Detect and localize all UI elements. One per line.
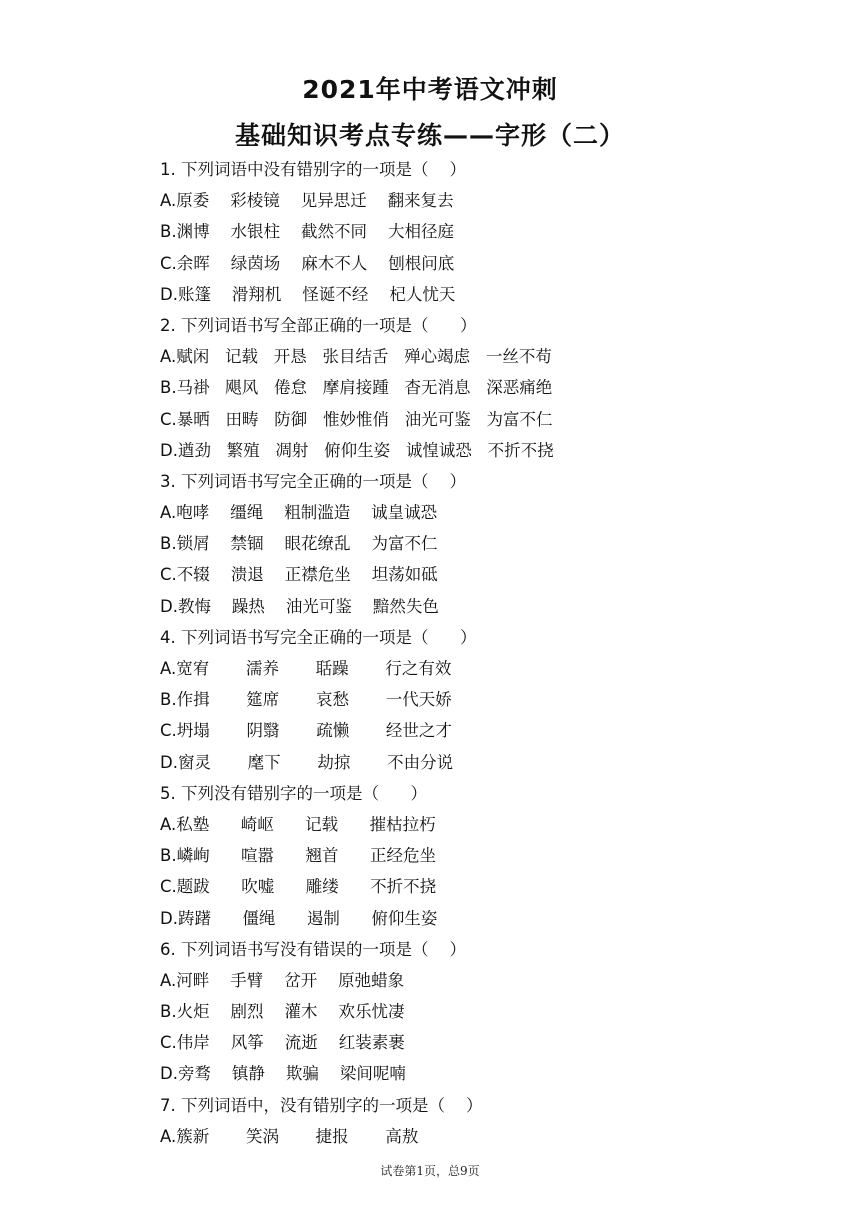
page-title: 2021年中考语文冲刺: [302, 75, 558, 104]
option-c: C.题跋 吹嘘 雕缕 不折不挠: [160, 877, 437, 897]
option-c: C.不辍 溃退 正襟危坐 坦荡如砥: [160, 565, 438, 585]
question-3: [160, 466, 800, 622]
question-stem: 7. 下列词语中，没有错别字的一项是（ ）: [160, 1095, 483, 1115]
option-a: A.私塾 崎岖 记载 摧枯拉朽: [160, 814, 436, 834]
question-5: [160, 778, 800, 934]
option-c: C.暴晒 田畴 防御 惟妙惟俏 油光可鉴 为富不仁: [160, 409, 553, 429]
question-list: [160, 154, 800, 1152]
option-d: D.踌躇 僵绳 遏制 俯仰生姿: [160, 908, 438, 928]
question-4: [160, 622, 800, 778]
option-a: A.宽宥 濡养 聒躁 行之有效: [160, 659, 452, 678]
option-c: C.伟岸 风筝 流逝 红装素裹: [160, 1033, 405, 1053]
option-b: B.马褂 飓风 倦怠 摩肩接踵 杳无消息 深恶痛绝: [160, 378, 553, 398]
option-b: B.嶙峋 喧嚣 翘首 正经危坐: [160, 846, 436, 866]
option-c: C.坍塌 阴翳 疏懒 经世之才: [160, 721, 452, 741]
option-b: B.锁屑 禁锢 眼花缭乱 为富不仁: [160, 534, 438, 554]
option-d: D.遒劲 繁殖 凋射 俯仰生姿 诚惶诚恐 不折不挠: [160, 440, 554, 460]
question-stem: 4. 下列词语书写完全正确的一项是（ ）: [160, 627, 477, 647]
option-d: D.教悔 躁热 油光可鉴 黯然失色: [160, 596, 439, 616]
option-a: A.原委 彩棱镜 见异思迁 翻来复去: [160, 191, 454, 211]
option-a: A.赋闲 记载 开恳 张目结舌 殚心竭虑 一丝不苟: [160, 347, 552, 367]
question-6: [160, 934, 800, 1090]
option-d: D.账篷 滑翔机 怪诞不经 杞人忧天: [160, 284, 456, 304]
page-footer: 试卷第1页，总9页: [380, 1164, 480, 1178]
option-b: B.火炬 剧烈 灌木 欢乐忧凄: [160, 1002, 405, 1022]
question-1: [160, 154, 800, 310]
option-a: A.簇新 笑涡 捷报 高敖: [160, 1126, 419, 1146]
question-7: [160, 1090, 800, 1152]
question-stem: 5. 下列没有错别字的一项是（ ）: [160, 783, 427, 803]
question-stem: 3. 下列词语书写完全正确的一项是（ ）: [160, 471, 466, 491]
option-a: A.咆哮 缰绳 粗制滥造 诚皇诚恐: [160, 503, 438, 523]
question-stem: 6. 下列词语书写没有错误的一项是（ ）: [160, 939, 466, 959]
question-stem: 2. 下列词语书写全部正确的一项是（ ）: [160, 315, 477, 335]
option-b: B.渊博 水银柱 截然不同 大相径庭: [160, 222, 455, 242]
option-d: D.旁骛 镇静 欺骗 梁间呢喃: [160, 1064, 406, 1084]
question-2: [160, 310, 800, 466]
question-stem: 1. 下列词语中没有错别字的一项是（ ）: [160, 160, 466, 179]
page-subtitle: 基础知识考点专练——字形（二）: [234, 121, 625, 150]
option-c: C.余晖 绿茵场 麻木不人 刨根问底: [160, 253, 455, 273]
option-a: A.河畔 手臂 岔开 原弛蜡象: [160, 970, 405, 990]
option-b: B.作揖 筵席 哀愁 一代天娇: [160, 690, 452, 710]
option-d: D.窗灵 麾下 劫掠 不由分说: [160, 752, 454, 772]
